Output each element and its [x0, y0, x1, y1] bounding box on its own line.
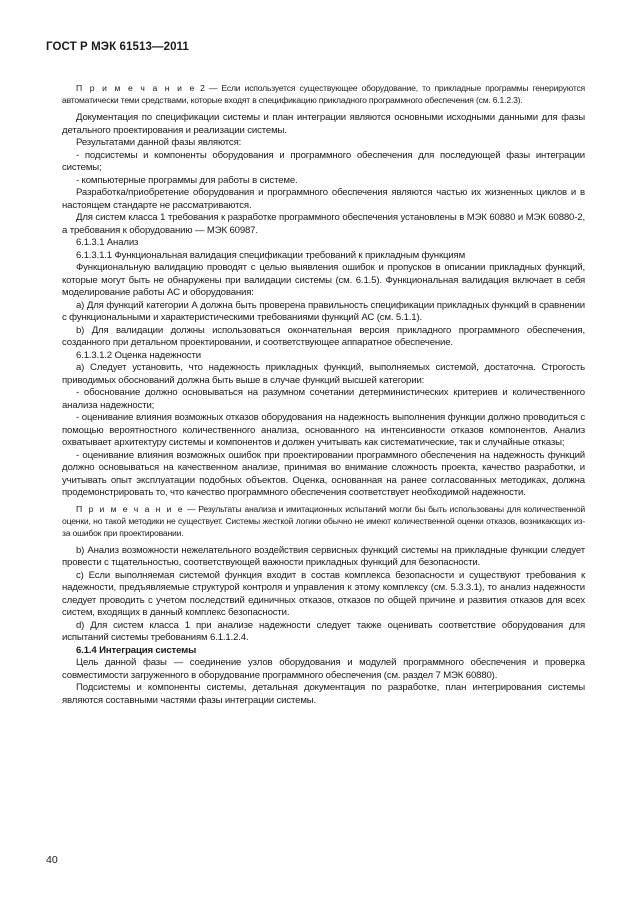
- page-number: 40: [46, 854, 58, 866]
- section-heading: 6.1.3.1.1 Функциональная валидация спецификации требований к прикладным функциям: [76, 249, 466, 261]
- list-item: а) Для функций категории А должна быть проверена правильность спецификации прикладных функций в сравнении с функциональными и характеристическими требованиями функций АС (см. 5.1.1).: [62, 299, 585, 323]
- list-item: а) Следует установить, что надежность прикладных функций, выполняемых системой, достаточна. Строгость приводимых обоснований должна быть выше в случае функций высшей категории:: [62, 362, 585, 386]
- paragraph: Функциональную валидацию проводят с целью выявления ошибок и пропусков в описании прикладных функций, которые могут быть не обнаружены при валидации системы (см. 6.1.5). Функциональная валидация включает в себя моделирование работы АС и оборудования:: [62, 262, 585, 298]
- list-item: - оценивание влияния возможных отказов оборудования на надежность выполнения функции должно проводиться с помощью вероятностного количественного анализа, основанного на интенсивности отказов компонентов. Анализ охватывает архитектуру системы и компонентов и должен учитывать как систематические, так и случайные отказы;: [62, 412, 585, 448]
- note-paragraph: [62, 503, 585, 539]
- list-item: с) Если выполняемая системой функция входит в состав комплекса безопасности и существуют требования к надежности, предъявляемые структурой контроля и управления к этому комплексу (см. 5.3.3.1), то анализ надежности следует проводить с учетом последствий единичных отказов, отказов по общей причине и развития отказов для всех систем, входящих в данный комплекс безопасности.: [62, 569, 585, 618]
- note-text: — Результаты анализа и имитационных испытаний могли бы быть использованы для количественной оценки, но такой методики не существует. Системы жесткой логики обычно не имеют количественной оценки отказов, возникающих из-за ошибок при проектировании.: [62, 503, 585, 538]
- note-paragraph: [62, 82, 585, 106]
- paragraph: Результатами данной фазы являются:: [76, 137, 242, 148]
- note-label: П р и м е ч а н и е: [76, 503, 185, 514]
- page-body: [62, 79, 585, 707]
- paragraph: Документация по спецификации системы и план интеграции являются основными исходными данными для фазы детального проектирования и реализации системы.: [62, 112, 585, 136]
- paragraph: Для систем класса 1 требования к разработке программного обеспечения установлены в МЭК 60880 и МЭК 60880-2, а требования к оборудованию — МЭК 60987.: [62, 212, 585, 236]
- paragraph: Подсистемы и компоненты системы, детальная документация по разработке, план интегрирования системы являются составными частями фазы интеграции системы.: [62, 682, 585, 706]
- paragraph: Разработка/приобретение оборудования и программного обеспечения являются частью их жизненных циклов и в настоящем стандарте не рассматриваются.: [62, 187, 585, 211]
- document-header: ГОСТ Р МЭК 61513—2011: [46, 41, 189, 53]
- list-item: b) Для валидации должны использоваться окончательная версия прикладного программного обеспечения, созданного при детальном проектировании, и соответствующее аппаратное обеспечение.: [62, 324, 585, 348]
- section-heading-bold: 6.1.4 Интеграция системы: [76, 644, 197, 656]
- list-item: - подсистемы и компоненты оборудования и программного обеспечения для последующей фазы интеграции системы;: [62, 149, 585, 173]
- list-item: - обоснование должно основываться на разумном сочетании детерминистических критериев и количественного анализа надежности;: [62, 387, 585, 411]
- list-item: - компьютерные программы для работы в системе.: [76, 174, 298, 186]
- list-item: - оценивание влияния возможных ошибок при проектировании программного обеспечения на надежность функций должно основываться на качественном анализе, принимая во внимание сложность проекта, качество разработки, и учитывать опыт эксплуатации подобных объектов. Оценка, основанная на ранее согласованных методиках, должна продемонстрировать то, что качество программного обеспечения соответствует необходимой надежности.: [62, 449, 585, 498]
- section-heading: 6.1.3.1 Анализ: [76, 237, 139, 248]
- note-text: 2 — Если используется существующее оборудование, то прикладные программы генерируются автоматически теми средствами, которые входят в спецификацию прикладного программного обеспечения (см. 6.1.2.3).: [62, 83, 586, 105]
- list-item: d) Для систем класса 1 при анализе надежности следует также оценивать соответствие оборудования для испытаний системы требованиям 6.1.1.2.4.: [62, 619, 585, 643]
- list-item: b) Анализ возможности нежелательного воздействия сервисных функций системы на прикладные функции следует провести с тщательностью, соответствующей важности прикладных функций для безопасности.: [62, 544, 585, 568]
- paragraph: Цель данной фазы — соединение узлов оборудования и модулей программного обеспечения и проверка совместимости загруженного в оборудование программного обеспечения (см. раздел 7 МЭК 60880).: [62, 657, 585, 681]
- section-heading: 6.1.3.1.2 Оценка надежности: [76, 349, 201, 361]
- note-label: П р и м е ч а н и е: [76, 83, 196, 93]
